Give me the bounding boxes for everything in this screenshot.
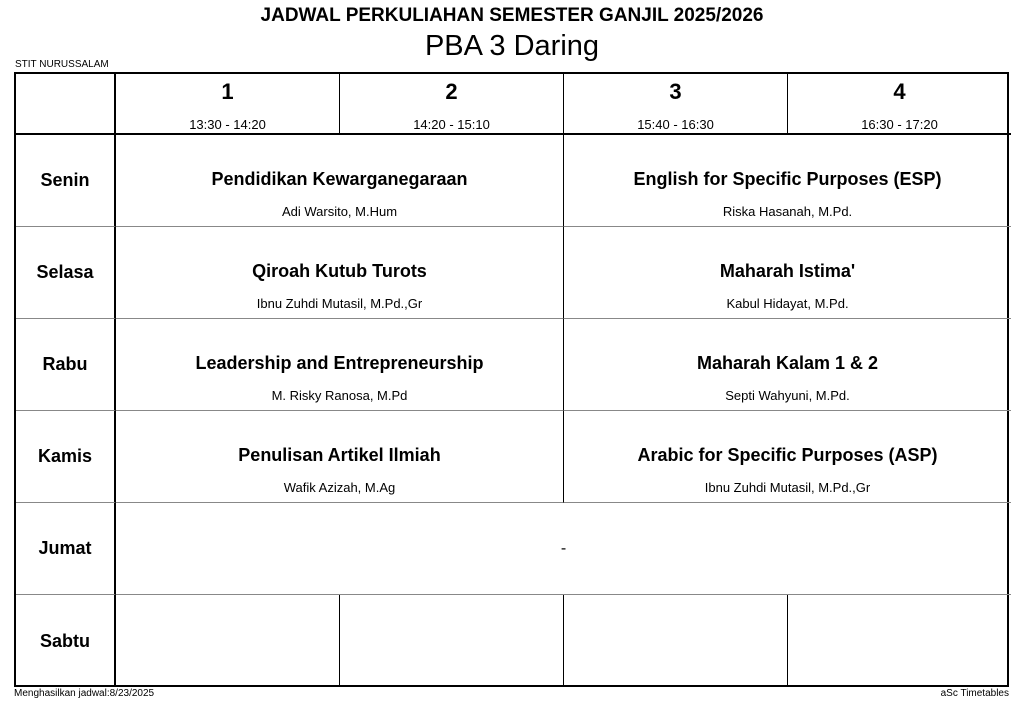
lesson-subject: Arabic for Specific Purposes (ASP) (637, 445, 938, 465)
software-credit: aSc Timetables (940, 688, 1009, 699)
lesson-card (116, 227, 564, 319)
lesson-card (116, 135, 564, 227)
lesson-card (564, 411, 1011, 503)
day-label-rabu: Rabu (16, 319, 116, 411)
empty-slot (116, 595, 340, 687)
day-label-senin: Senin (16, 135, 116, 227)
lesson-subject: Leadership and Entrepreneurship (195, 353, 484, 373)
lesson-subject: English for Specific Purposes (ESP) (633, 169, 942, 189)
lesson-card (116, 319, 564, 411)
lesson-teacher: Kabul Hidayat, M.Pd. (726, 296, 849, 311)
lesson-card (564, 319, 1011, 411)
period-header-2 (340, 74, 564, 135)
lesson-card (564, 227, 1011, 319)
day-label-selasa: Selasa (16, 227, 116, 319)
day-label-jumat: Jumat (16, 503, 116, 595)
period-header-1 (116, 74, 340, 135)
no-lessons-placeholder: - (116, 503, 1011, 595)
period-number: 2 (445, 79, 458, 104)
empty-slot (340, 595, 564, 687)
timetable-title: JADWAL PERKULIAHAN SEMESTER GANJIL 2025/2026 (260, 5, 764, 26)
class-name: PBA 3 Daring (424, 30, 600, 62)
period-time: 14:20 - 15:10 (413, 117, 490, 132)
period-header-3 (564, 74, 788, 135)
period-time: 13:30 - 14:20 (189, 117, 266, 132)
lesson-subject: Maharah Istima' (719, 261, 856, 281)
period-number: 1 (221, 79, 234, 104)
period-time: 15:40 - 16:30 (637, 117, 714, 132)
period-header-4 (788, 74, 1011, 135)
lesson-teacher: Ibnu Zuhdi Mutasil, M.Pd.,Gr (704, 480, 871, 495)
lesson-teacher: M. Risky Ranosa, M.Pd (271, 388, 408, 403)
empty-slot (788, 595, 1011, 687)
empty-slot (564, 595, 788, 687)
lesson-card (116, 411, 564, 503)
lesson-teacher: Ibnu Zuhdi Mutasil, M.Pd.,Gr (256, 296, 423, 311)
lesson-subject: Maharah Kalam 1 & 2 (696, 353, 879, 373)
day-label-kamis: Kamis (16, 411, 116, 503)
lesson-teacher: Wafik Azizah, M.Ag (283, 480, 396, 495)
lesson-teacher: Adi Warsito, M.Hum (281, 204, 398, 219)
period-number: 4 (893, 79, 906, 104)
period-number: 3 (669, 79, 682, 104)
day-label-sabtu: Sabtu (16, 595, 116, 687)
lesson-card (564, 135, 1011, 227)
generated-date: Menghasilkan jadwal:8/23/2025 (14, 688, 155, 699)
school-name: STIT NURUSSALAM (15, 59, 109, 70)
lesson-subject: Penulisan Artikel Ilmiah (238, 445, 441, 465)
corner-cell (16, 74, 116, 135)
lesson-teacher: Septi Wahyuni, M.Pd. (725, 388, 850, 403)
period-time: 16:30 - 17:20 (861, 117, 938, 132)
lesson-subject: Qiroah Kutub Turots (252, 261, 427, 281)
lesson-teacher: Riska Hasanah, M.Pd. (722, 204, 853, 219)
lesson-subject: Pendidikan Kewarganegaraan (211, 169, 468, 189)
timetable-grid (14, 72, 1009, 687)
